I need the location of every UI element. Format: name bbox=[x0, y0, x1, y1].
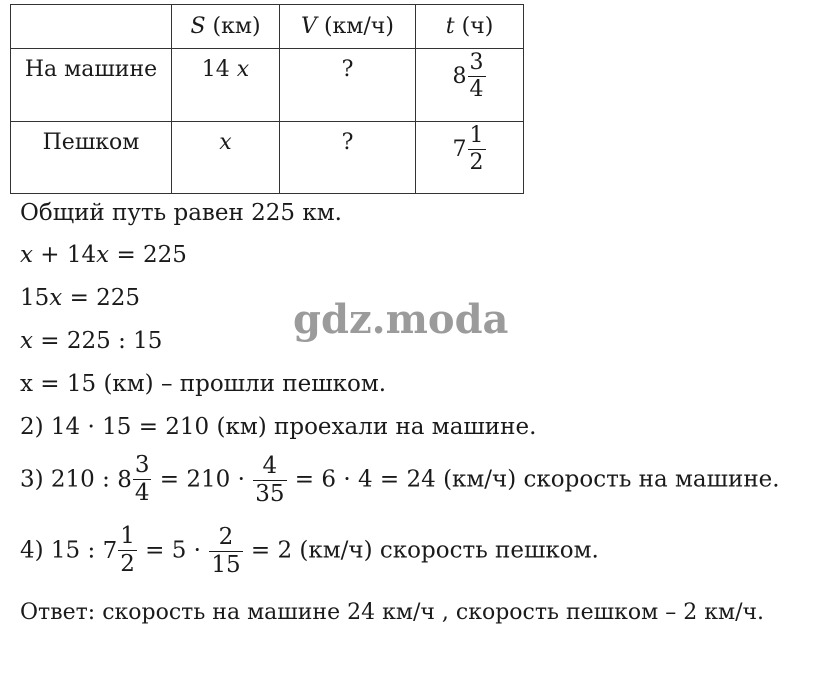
fraction-numerator: 2 bbox=[218, 524, 234, 550]
row-label bbox=[11, 49, 172, 122]
header-distance bbox=[172, 5, 280, 49]
row-time bbox=[416, 122, 524, 194]
walk-speed-line bbox=[20, 525, 599, 577]
row-label-text: На машине bbox=[24, 57, 158, 82]
answer-line: Ответ: скорость на машине 24 км/ч , скорость пешком – 2 км/ч. bbox=[20, 600, 765, 625]
fraction-denominator: 15 bbox=[211, 552, 241, 578]
table-header-row bbox=[11, 5, 524, 49]
mixed-whole: 8 bbox=[117, 466, 132, 493]
fraction-numerator: 4 bbox=[262, 453, 278, 479]
fraction bbox=[133, 454, 152, 505]
fraction-denominator: 4 bbox=[469, 77, 484, 102]
row-speed bbox=[280, 49, 416, 122]
header-unit: (ч) bbox=[461, 14, 494, 39]
row-distance bbox=[172, 122, 280, 194]
fraction-numerator: 1 bbox=[120, 523, 135, 549]
eq-part: = 225 : 15 bbox=[32, 328, 163, 354]
total-distance-line: Общий путь равен 225 км. bbox=[20, 200, 342, 226]
fraction-numerator: 3 bbox=[134, 452, 150, 478]
fraction-denominator: 4 bbox=[134, 480, 150, 506]
eq-part: + 14 bbox=[32, 242, 97, 268]
eq-part: = 210 · bbox=[152, 466, 253, 493]
fraction bbox=[209, 526, 242, 577]
eq-part: = 2 (км/ч) скорость пешком. bbox=[243, 537, 599, 564]
eq-part: x bbox=[96, 242, 110, 268]
header-speed bbox=[280, 5, 416, 49]
equation-line bbox=[20, 285, 140, 311]
equation-line bbox=[20, 328, 162, 354]
mixed-number bbox=[117, 454, 152, 505]
fraction-numerator: 3 bbox=[469, 50, 484, 75]
car-speed-line bbox=[20, 454, 780, 506]
fraction bbox=[468, 125, 486, 174]
fraction-denominator: 35 bbox=[255, 481, 285, 507]
row-distance bbox=[172, 49, 280, 122]
distance-coef: 14 bbox=[201, 57, 230, 82]
car-distance-line: 2) 14 · 15 = 210 (км) проехали на машине. bbox=[20, 414, 537, 440]
eq-part: 3) 210 : bbox=[20, 466, 118, 493]
header-var: S bbox=[190, 14, 206, 39]
mixed-whole: 8 bbox=[452, 64, 467, 89]
fraction-denominator: 2 bbox=[469, 150, 484, 175]
eq-part: = 225 bbox=[62, 285, 141, 311]
header-unit: (км) bbox=[212, 14, 261, 39]
eq-part: = 225 bbox=[109, 242, 187, 268]
row-label bbox=[11, 122, 172, 194]
mixed-number bbox=[453, 125, 487, 174]
row-time bbox=[416, 49, 524, 122]
mixed-whole: 7 bbox=[102, 537, 118, 564]
eq-part: 15 bbox=[20, 285, 50, 311]
eq-part: = 5 · bbox=[137, 537, 209, 564]
header-var: t bbox=[445, 14, 455, 39]
table-row bbox=[11, 122, 524, 194]
row-speed bbox=[280, 122, 416, 194]
header-var: V bbox=[301, 14, 317, 39]
eq-part: x bbox=[20, 242, 33, 268]
header-empty bbox=[11, 5, 172, 49]
fraction bbox=[253, 455, 286, 506]
distance-var: x bbox=[236, 57, 250, 82]
eq-part: = 6 · 4 = 24 (км/ч) скорость на машине. bbox=[287, 466, 780, 493]
data-table bbox=[10, 4, 524, 194]
fraction bbox=[118, 525, 137, 576]
row-label-text: Пешком bbox=[42, 130, 140, 155]
header-unit: (км/ч) bbox=[323, 14, 394, 39]
walked-distance-line: x = 15 (км) – прошли пешком. bbox=[20, 371, 387, 397]
mixed-number bbox=[453, 52, 487, 101]
watermark: gdz.moda bbox=[293, 296, 509, 343]
mixed-whole: 7 bbox=[452, 137, 467, 162]
speed-value: ? bbox=[341, 130, 354, 155]
fraction-numerator: 1 bbox=[469, 123, 484, 148]
eq-part: x bbox=[49, 285, 63, 311]
table-row bbox=[11, 49, 524, 122]
mixed-number bbox=[103, 525, 138, 576]
header-time bbox=[416, 5, 524, 49]
distance-var: x bbox=[219, 130, 232, 155]
speed-value: ? bbox=[341, 57, 354, 82]
eq-part: 4) 15 : bbox=[20, 537, 103, 564]
fraction bbox=[468, 52, 486, 101]
equation-line bbox=[20, 242, 187, 268]
fraction-denominator: 2 bbox=[120, 551, 135, 577]
eq-part: x bbox=[20, 328, 33, 354]
